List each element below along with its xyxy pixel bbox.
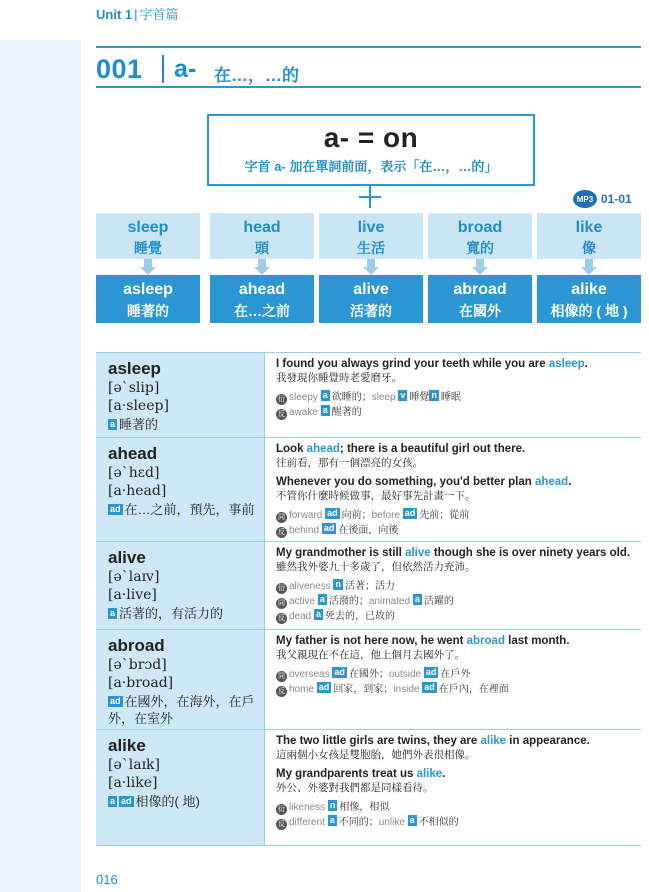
related-meaning: 死去的，已故的 [325,611,396,622]
related-meaning: 回家，到家； [333,684,394,695]
example-keyword: alike [480,735,507,747]
header-separator: | [134,7,138,22]
example-text: My grandparents treat us [276,768,417,780]
example-text: Whenever you do something, you'd better plan [276,476,535,488]
entry-definition [108,605,264,622]
tile-result [428,275,532,323]
example-sentence [276,734,641,748]
related-words-line [276,594,641,609]
example-text: . [568,476,572,488]
tile-result [96,275,200,323]
related-word: aliveness [289,581,331,592]
related-words-line [276,682,641,697]
down-arrow-icon [210,259,314,275]
entry-word: asleep [108,359,161,378]
example-translation: 雖然我外婆九十多歲了，但依然活力充沛。 [276,561,476,573]
example-text: . [442,768,446,780]
related-meaning: 在後面，向後 [338,525,399,536]
formula-description: 字首 a- 加在單詞前面，表示「在…，…的」 [244,159,498,174]
entry-word-cell [96,438,264,541]
example-sentence [276,475,641,489]
related-meaning: 睡眠 [440,392,461,403]
related-word: behind [289,525,320,536]
pos-badge: ad [334,667,345,677]
related-word: awake [289,407,318,418]
related-word: forward [289,510,323,521]
pos-badge: ad [404,508,416,518]
related-word: overseas [289,669,330,680]
entry-word-cell [96,542,264,629]
related-meaning: 欲睡的； [331,392,372,403]
example-keyword: alive [405,547,431,559]
entry-word: ahead [108,444,158,463]
audio-track-code: 01-01 [601,192,632,206]
related-meaning: 相像，相似 [339,802,390,813]
entry-phonetic: [əˋbrɔd] [108,657,167,673]
related-meaning: 在戶內，在裡面 [438,684,509,695]
relation-tag-icon: 衍 [278,585,285,592]
related-word: sleepy [289,392,318,403]
related-meaning: 在戶外 [440,669,471,680]
definition-text: 相像的( 地) [135,794,200,809]
tile-result [210,275,314,323]
example-text: though she is over ninety years old. [430,547,631,559]
down-arrow-icon [428,259,532,275]
entry-definition [108,793,264,810]
related-words-line [276,390,641,405]
definition-text: 睡著的 [119,417,159,432]
formation-tile [537,213,641,323]
left-margin-strip [0,40,81,892]
related-words-line [276,609,641,624]
related-word: unlike [378,817,405,828]
entry-example-cell [264,438,641,541]
related-meaning: 活著；活力 [344,581,395,592]
relation-tag-icon: 反 [278,688,285,695]
definition-text: 活著的，有活力的 [119,606,224,621]
related-word: inside [393,684,420,695]
entry-syllables: [a·head] [108,483,167,499]
related-word: outside [388,669,422,680]
down-arrow-icon [537,259,641,275]
pos-badge: ad [327,508,338,518]
entry-example-cell [264,353,641,437]
tile-base-meaning: 睡覺 [134,240,162,256]
related-word: dead [289,611,312,622]
entry-word: alike [108,736,146,755]
related-meaning: 在國外； [348,669,389,680]
related-words-line [276,579,641,594]
tile-base [428,213,532,259]
pos-badge: a [319,594,325,604]
tile-base-word: sleep [127,219,169,236]
related-word: different [289,817,325,828]
tile-result-word: asleep [123,281,173,298]
related-words-line [276,815,641,830]
relation-tag-icon: 反 [278,615,285,622]
relation-tag-icon: 衍 [278,396,285,403]
pos-badge: ad [110,504,121,514]
related-words-line [276,800,641,815]
example-sentence [276,546,641,560]
tile-result-word: ahead [238,281,286,298]
pos-badge: a [329,815,335,825]
page-number: 016 [96,872,118,887]
formation-tile [319,213,423,323]
related-words-line [276,667,641,682]
example-translation: 我發現你睡覺時老愛磨牙。 [276,372,402,384]
example-keyword: alike [416,768,443,780]
lesson-number: 001 [96,54,143,84]
related-word: sleep [371,392,396,403]
formation-tile [210,213,314,323]
related-words-line [276,405,641,420]
related-meaning: 活潑的； [328,596,369,607]
table-row [96,438,641,542]
entry-phonetic: [əˋhɛd] [108,465,160,481]
entry-syllables: [a·like] [108,775,158,791]
tile-result [319,275,423,323]
example-text: in appearance. [506,735,590,747]
tile-base-meaning: 寬的 [466,240,494,256]
entry-word: abroad [108,636,165,655]
pos-badge: n [329,800,336,810]
lesson-heading [96,46,641,88]
definition-text: 在…之前，預先，事前 [124,502,255,517]
entry-word-cell [96,353,264,437]
example-translation: 不管你什麼時候做事，最好事先計畫一下。 [276,490,476,502]
tile-result-meaning: 在國外 [459,303,501,319]
unit-label: Unit 1 [96,7,133,22]
relation-tag-icon: 同 [278,600,285,607]
tile-base-word: head [243,219,281,236]
entry-word-cell [96,730,264,845]
related-word: likeness [289,802,326,813]
tile-base [96,213,200,259]
entry-example-cell [264,730,641,845]
section-label: 字首篇 [139,7,179,22]
entry-example-cell [264,542,641,629]
example-translation: 這兩個小女孩是雙胞胎，她們外表很相像。 [276,749,476,761]
formula-equation: a- = on [323,122,419,153]
formula-box [207,114,535,186]
table-row [96,630,641,730]
example-text: I found you always grind your teeth while you are [276,358,549,370]
tile-result-meaning: 相像的 ( 地 ) [550,303,628,319]
formation-tile [96,213,200,323]
example-text: The two little girls are twins, they are [276,735,481,747]
tile-base-word: live [357,219,385,236]
pos-badge: ad [121,796,132,806]
example-text: Look [276,443,307,455]
relation-tag-icon: 同 [278,514,285,521]
related-meaning: 不同的； [338,817,379,828]
pos-badge: ad [110,696,121,706]
entry-syllables: [a·broad] [108,675,174,691]
tile-base [319,213,423,259]
table-row [96,730,641,846]
related-word: active [289,596,316,607]
tile-base [537,213,641,259]
related-meaning: 向前； [341,510,372,521]
example-keyword: ahead [306,443,340,455]
table-row [96,542,641,630]
relation-tag-icon: 反 [278,821,285,828]
pos-badge: a [322,405,328,415]
pos-badge: a [409,815,415,825]
example-sentence [276,634,641,648]
down-arrow-icon [319,259,423,275]
related-meaning: 睡覺 [409,392,430,403]
related-meaning: 醒著的 [331,407,362,418]
tile-base-meaning: 頭 [255,240,269,256]
related-words-line [276,508,641,523]
example-text: My father is not here now, he went [276,635,467,647]
example-text: . [584,358,588,370]
pos-badge: a [110,608,116,618]
related-word: home [289,684,315,695]
pos-badge: ad [323,523,335,533]
tile-base-meaning: 生活 [357,240,385,256]
entry-definition [108,693,264,727]
entry-syllables: [a·live] [108,587,157,603]
tile-result-meaning: 在…之前 [234,303,290,319]
tile-result-meaning: 活著的 [350,303,392,319]
example-text: My grandmother is still [276,547,406,559]
example-keyword: abroad [466,635,505,647]
pos-badge: n [335,579,341,589]
example-keyword: ahead [534,476,569,488]
relation-tag-icon: 衍 [278,806,285,813]
entry-phonetic: [əˋlaɪv] [108,569,160,585]
plus-icon [359,186,381,208]
down-arrow-icon [96,259,200,275]
tile-result-word: alike [571,281,607,298]
lesson-meaning: 在…，…的 [214,66,299,85]
entry-phonetic: [əˋslip] [108,380,160,396]
running-header [96,4,179,23]
tile-result [537,275,641,323]
pos-badge: a [110,419,116,429]
lesson-divider [162,55,164,83]
relation-tag-icon: 反 [278,529,285,536]
entry-word: alive [108,548,146,567]
example-translation: 往前看，那有一個漂亮的女孩。 [276,457,423,469]
pos-badge: a [414,594,420,604]
tile-result-word: abroad [453,281,507,298]
tile-base-word: broad [457,219,503,236]
pos-badge: v [400,390,406,400]
example-sentence [276,767,641,781]
example-translation: 我父親現在不在這，他上個月去國外了。 [276,649,465,661]
related-words-line [276,523,641,538]
pos-badge: a [316,609,322,619]
example-keyword: asleep [548,358,585,370]
tile-result-meaning: 睡著的 [127,303,169,319]
tile-result-word: alive [353,281,389,298]
related-word: before [371,510,401,521]
lesson-prefix: a- [174,55,197,83]
example-text: ; there is a beautiful girl out there. [339,443,526,455]
related-meaning: 先前；從前 [419,510,470,521]
related-word: animated [368,596,411,607]
formation-tile [428,213,532,323]
entry-word-cell [96,630,264,729]
pos-badge: a [110,796,116,806]
entry-syllables: [a·sleep] [108,398,169,414]
entry-example-cell [264,630,641,729]
pos-badge: a [322,390,328,400]
pos-badge: ad [425,667,437,677]
example-sentence [276,357,641,371]
relation-tag-icon: 反 [278,411,285,418]
tile-base-word: like [575,219,603,236]
tile-base [210,213,314,259]
related-meaning: 不相似的 [418,817,459,828]
related-meaning: 活躍的 [423,596,454,607]
vocabulary-table [96,352,641,846]
table-row [96,352,641,438]
pos-badge: n [431,390,437,400]
tile-base-meaning: 像 [582,240,596,256]
example-sentence [276,442,641,456]
relation-tag-icon: 同 [278,673,285,680]
entry-definition [108,501,264,518]
entry-definition [108,416,264,433]
definition-text: 在國外，在海外，在戶外，在室外 [108,694,255,726]
pos-badge: ad [424,682,435,692]
example-text: last month. [504,635,570,647]
pos-badge: ad [318,682,330,692]
entry-phonetic: [əˋlaɪk] [108,757,160,773]
audio-track[interactable] [573,190,632,208]
mp3-icon[interactable]: MP3 [573,190,597,208]
example-translation: 外公、外婆對我們都是同樣看待。 [276,782,434,794]
